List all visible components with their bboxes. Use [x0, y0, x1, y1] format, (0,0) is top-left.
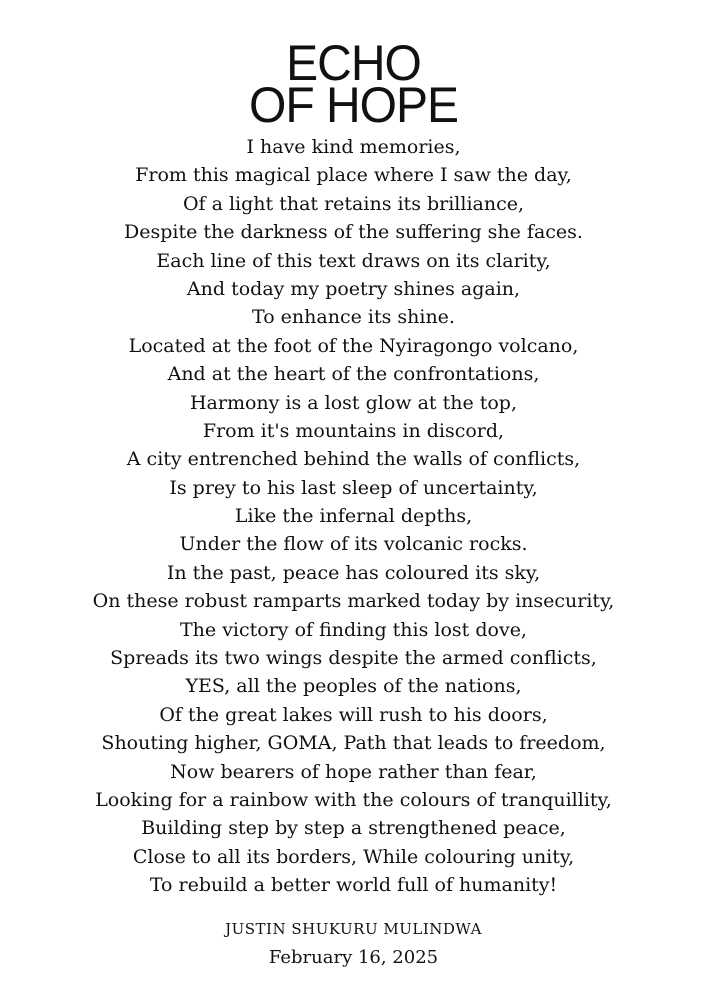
poem-line: Shouting higher, GOMA, Path that leads to freedom,	[101, 732, 606, 755]
poem-line: The victory of finding this lost dove,	[180, 618, 527, 641]
poem-line: And today my poetry shines again,	[186, 277, 521, 300]
poem-line: I have kind memories,	[246, 136, 461, 158]
poem-line: To enhance its shine.	[252, 306, 455, 329]
poem-line: On these robust ramparts marked today by insecurity,	[92, 590, 615, 613]
poem-line: A city entrenched behind the walls of conflicts,	[126, 448, 581, 471]
poem-line: Now bearers of hope rather than fear,	[170, 760, 537, 783]
poem-line: From this magical place where I saw the day,	[135, 164, 572, 187]
poem-line: Building step by step a strengthened peace,	[141, 817, 566, 840]
poem-body	[0, 133, 707, 900]
poem-line: Spreads its two wings despite the armed conflicts,	[110, 647, 597, 670]
poem-date: February 16, 2025	[268, 947, 439, 968]
title-line-1: ECHO	[286, 35, 421, 92]
author-name: JUSTIN SHUKURU MULINDWA	[225, 920, 482, 938]
poem-line: YES, all the peoples of the nations,	[185, 675, 522, 698]
poem-line: Located at the foot of the Nyiragongo volcano,	[128, 334, 579, 357]
poem-line: From it's mountains in discord,	[202, 419, 505, 442]
poem-line: In the past, peace has coloured its sky,	[166, 561, 541, 584]
poem-line: To rebuild a better world full of humanity!	[149, 874, 558, 897]
title-line-2: OF HOPE	[248, 77, 459, 134]
poem-line: Of a light that retains its brilliance,	[182, 192, 525, 215]
poem-line: Close to all its borders, While colouring unity,	[132, 845, 575, 868]
poem-line: Harmony is a lost glow at the top,	[189, 391, 518, 414]
poem-line: Like the infernal depths,	[234, 505, 473, 528]
poem-line: Looking for a rainbow with the colours of tranquillity,	[95, 788, 612, 811]
poem-line: And at the heart of the confrontations,	[167, 363, 540, 386]
poem-line: Under the flow of its volcanic rocks.	[179, 533, 528, 556]
poem-line: Each line of this text draws on its clarity,	[156, 249, 551, 272]
poem-line: Despite the darkness of the suffering she faces.	[124, 221, 583, 244]
poem-line: Of the great lakes will rush to his doors,	[159, 703, 548, 726]
poem-line: Is prey to his last sleep of uncertainty,	[169, 476, 538, 499]
